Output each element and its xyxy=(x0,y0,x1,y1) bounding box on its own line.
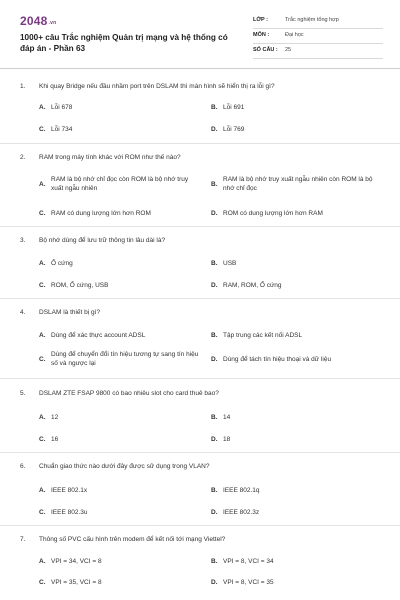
option-letter: B. xyxy=(211,181,218,188)
option-letter: D. xyxy=(211,436,218,443)
question-text: Bộ nhớ dùng để lưu trữ thông tin lâu dài là? xyxy=(39,237,166,244)
option-text: Ổ cứng xyxy=(51,260,73,267)
option-letter: B. xyxy=(211,414,218,421)
page-header xyxy=(0,0,400,64)
option-letter: D. xyxy=(211,126,218,133)
question-number: 2. xyxy=(20,154,26,161)
option-letter: B. xyxy=(211,260,218,267)
meta-label: MÔN : xyxy=(253,32,270,38)
option-letter: D. xyxy=(211,356,218,363)
question-text: DSLAM là thiết bị gì? xyxy=(39,309,101,316)
option-text: Lỗi 691 xyxy=(223,104,245,111)
question-text: Thông số PVC cấu hình trên modem để kết nối tới mạng Viettel? xyxy=(39,536,226,543)
option-text: 16 xyxy=(51,436,59,443)
question-text: Chuẩn giao thức nào dưới đây được sử dụng trong VLAN? xyxy=(39,463,210,470)
option-text: RAM là bộ nhớ chỉ đọc còn ROM là bộ nhớ truy xuất ngẫu nhiên xyxy=(51,176,189,192)
option-letter: C. xyxy=(39,210,46,217)
question-divider xyxy=(0,378,400,379)
meta-value: 25 xyxy=(285,47,292,53)
option-text: Tập trung các kết nối ADSL xyxy=(223,332,303,339)
option-text: RAM, ROM, Ổ cứng xyxy=(223,282,282,289)
question-divider xyxy=(0,298,400,299)
meta-value: Trắc nghiệm tổng hợp xyxy=(285,17,339,23)
option-letter: C. xyxy=(39,356,46,363)
option-letter: A. xyxy=(39,558,46,565)
option-letter: B. xyxy=(211,332,218,339)
option-letter: C. xyxy=(39,436,46,443)
option-text: ROM, Ổ cứng, USB xyxy=(51,282,109,289)
option-letter: A. xyxy=(39,414,46,421)
question-divider xyxy=(0,226,400,227)
option-letter: D. xyxy=(211,282,218,289)
question-text: RAM trong máy tính khác với ROM như thế nào? xyxy=(39,154,181,161)
question-number: 6. xyxy=(20,463,26,470)
option-text: VPI = 35, VCI = 8 xyxy=(51,579,102,586)
question-divider xyxy=(0,143,400,144)
option-letter: C. xyxy=(39,282,46,289)
option-letter: D. xyxy=(211,579,218,586)
option-text: Dùng để xác thực account ADSL xyxy=(51,332,146,339)
meta-value: Đại học xyxy=(285,32,304,38)
option-text: 14 xyxy=(223,414,231,421)
option-text: USB xyxy=(223,260,237,267)
option-text: RAM là bộ nhớ truy xuất ngẫu nhiên còn ROM là bộ nhớ chỉ đọc xyxy=(223,176,373,192)
meta-row-subject xyxy=(253,29,383,44)
question-number: 7. xyxy=(20,536,26,543)
option-letter: B. xyxy=(211,487,218,494)
option-letter: C. xyxy=(39,509,46,516)
option-letter: B. xyxy=(211,104,218,111)
option-text: Lỗi 678 xyxy=(51,104,73,111)
meta-label: SỐ CÂU : xyxy=(253,47,278,53)
option-text: ROM có dung lượng lớn hơn RAM xyxy=(223,210,323,217)
meta-row-count xyxy=(253,44,383,59)
option-text: Dùng để tách tín hiệu thoại và dữ liệu xyxy=(223,356,332,363)
option-letter: C. xyxy=(39,579,46,586)
logo-suffix: .vn xyxy=(48,20,57,26)
question-number: 4. xyxy=(20,309,26,316)
question-number: 1. xyxy=(20,83,26,90)
option-letter: B. xyxy=(211,558,218,565)
option-text: IEEE 802.3z xyxy=(223,509,260,516)
meta-label: LỚP : xyxy=(253,17,268,23)
option-text: IEEE 802.1q xyxy=(223,487,260,494)
option-text: VPI = 34, VCI = 8 xyxy=(51,558,102,565)
page-title: 1000+ câu Trắc nghiệm Quản trị mạng và hệ thống có đáp án - Phần 63 xyxy=(20,33,228,53)
option-text: 12 xyxy=(51,414,59,421)
option-letter: D. xyxy=(211,509,218,516)
meta-row-class xyxy=(253,14,383,29)
option-text: IEEE 802.3u xyxy=(51,509,88,516)
option-text: Lỗi 769 xyxy=(223,126,245,133)
option-letter: A. xyxy=(39,332,46,339)
quiz-meta xyxy=(253,14,383,59)
logo-text: 2048 xyxy=(20,14,48,28)
option-letter: C. xyxy=(39,126,46,133)
option-text: 18 xyxy=(223,436,231,443)
site-logo[interactable] xyxy=(20,14,56,28)
question-divider xyxy=(0,525,400,526)
option-text: Dùng để chuyển đổi tín hiệu tương tự sang tín hiệu số và ngược lại xyxy=(51,351,199,367)
option-text: VPI = 8, VCI = 34 xyxy=(223,558,274,565)
option-letter: A. xyxy=(39,104,46,111)
option-letter: A. xyxy=(39,260,46,267)
question-text: DSLAM ZTE FSAP 9800 có bao nhiêu slot cho card thuê bao? xyxy=(39,390,219,397)
question-divider xyxy=(0,452,400,453)
option-letter: D. xyxy=(211,210,218,217)
option-text: IEEE 802.1x xyxy=(51,487,88,494)
option-letter: A. xyxy=(39,487,46,494)
question-number: 3. xyxy=(20,237,26,244)
option-letter: A. xyxy=(39,181,46,188)
question-number: 5. xyxy=(20,390,26,397)
option-text: Lỗi 734 xyxy=(51,126,73,133)
option-text: VPI = 8, VCI = 35 xyxy=(223,579,274,586)
header-divider xyxy=(0,68,400,69)
question-text: Khi quay Bridge nếu đầu nhầm port trên DSLAM thì màn hình sẽ hiển thị ra lỗi gì? xyxy=(39,83,275,90)
option-text: RAM có dung lượng lớn hơn ROM xyxy=(51,210,151,217)
